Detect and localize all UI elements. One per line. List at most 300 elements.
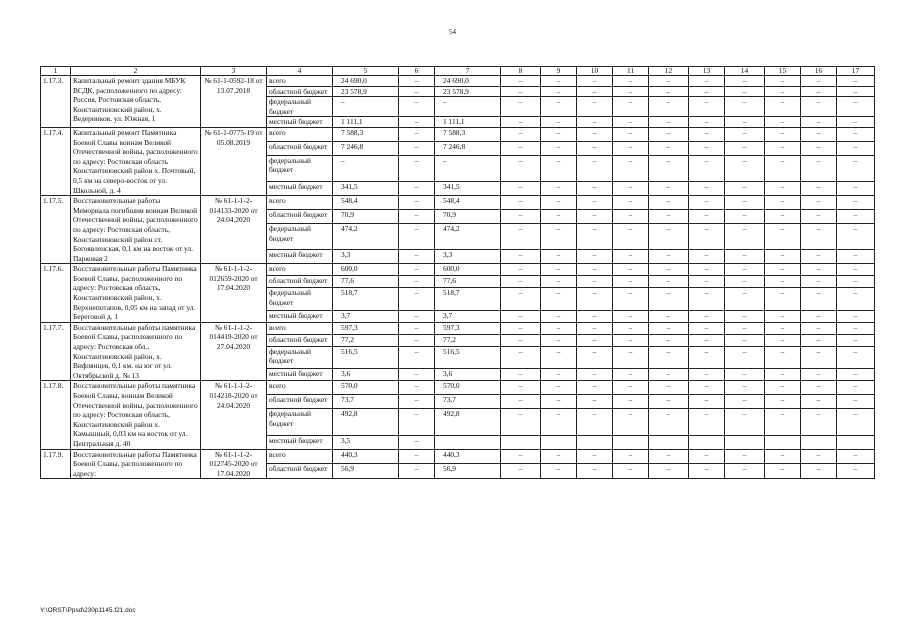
empty-cell: –	[801, 210, 837, 224]
funding-source: всего	[267, 76, 333, 87]
column-number: 8	[501, 67, 541, 76]
funding-source: местный бюджет	[267, 369, 333, 381]
empty-cell: –	[501, 117, 541, 128]
empty-cell: –	[613, 288, 649, 311]
column-number: 6	[399, 67, 435, 76]
funding-source: всего	[267, 196, 333, 210]
empty-cell: –	[837, 449, 875, 464]
empty-cell: –	[725, 449, 765, 464]
empty-cell: –	[541, 76, 577, 87]
empty-cell: –	[765, 409, 801, 435]
empty-cell: –	[577, 409, 613, 435]
empty-cell: –	[399, 86, 435, 97]
empty-cell: –	[765, 449, 801, 464]
object-name: Восстановительные работы Памятника Боевой Славы, расположенного по адресу: Ростовская область, Константиновский район, х. Верхнепотапов, 0,05 км на запад от ул. Береговой д. 1	[71, 264, 201, 323]
empty-cell: –	[765, 310, 801, 322]
empty-cell: –	[689, 196, 725, 210]
empty-cell: –	[837, 346, 875, 369]
total-amount: 516,5	[333, 346, 399, 369]
empty-cell: –	[837, 182, 875, 196]
empty-cell: –	[613, 276, 649, 288]
funding-source: областной бюджет	[267, 86, 333, 97]
empty-cell: –	[399, 127, 435, 141]
table-body	[41, 67, 875, 479]
empty-cell: –	[399, 76, 435, 87]
empty-cell: –	[613, 76, 649, 87]
empty-cell: –	[399, 250, 435, 264]
row-number: 1.17.6.	[41, 264, 71, 323]
expertise-document: № 61-1-1-2-014419-2020 от 27.04.2020	[201, 322, 267, 381]
column-number: 12	[649, 67, 689, 76]
empty-cell: –	[577, 182, 613, 196]
empty-cell: –	[501, 223, 541, 249]
empty-cell: –	[801, 117, 837, 128]
empty-cell: –	[689, 264, 725, 276]
column-number: 14	[725, 67, 765, 76]
empty-cell: –	[837, 76, 875, 87]
total-amount: 518,7	[333, 288, 399, 311]
empty-cell: –	[613, 322, 649, 334]
column-number: 5	[333, 67, 399, 76]
row-number: 1.17.9.	[41, 449, 71, 479]
empty-cell: –	[577, 97, 613, 117]
empty-cell: –	[541, 449, 577, 464]
empty-cell: –	[689, 381, 725, 395]
empty-cell: –	[399, 395, 435, 409]
total-amount: 492,8	[333, 409, 399, 435]
empty-cell: –	[837, 334, 875, 346]
empty-cell: –	[501, 322, 541, 334]
funding-source: областной бюджет	[267, 395, 333, 409]
empty-cell: –	[577, 76, 613, 87]
empty-cell: –	[765, 322, 801, 334]
empty-cell: –	[541, 223, 577, 249]
year-amount: 73,7	[435, 395, 501, 409]
empty-cell: –	[577, 381, 613, 395]
empty-cell: –	[725, 210, 765, 224]
column-number: 2	[71, 67, 201, 76]
empty-cell	[689, 435, 725, 449]
year-amount	[435, 435, 501, 449]
total-amount: 23 578,9	[333, 86, 399, 97]
empty-cell: –	[541, 395, 577, 409]
empty-cell: –	[689, 141, 725, 155]
year-amount: 7 588,3	[435, 127, 501, 141]
funding-source: всего	[267, 381, 333, 395]
empty-cell: –	[541, 369, 577, 381]
empty-cell: –	[399, 264, 435, 276]
empty-cell: –	[649, 250, 689, 264]
empty-cell: –	[501, 409, 541, 435]
column-number: 11	[613, 67, 649, 76]
empty-cell: –	[765, 117, 801, 128]
empty-cell: –	[837, 310, 875, 322]
empty-cell: –	[613, 381, 649, 395]
expertise-document: № 61-1-0775-19 от 05.08.2019	[201, 127, 267, 195]
expertise-document: № 61-1-0592-18 от 13.07.2018	[201, 76, 267, 128]
empty-cell: –	[765, 464, 801, 479]
expertise-document: № 61-1-1-2-014133-2020 от 24.04.2020	[201, 196, 267, 264]
empty-cell: –	[399, 334, 435, 346]
empty-cell: –	[649, 395, 689, 409]
empty-cell: –	[541, 141, 577, 155]
budget-table	[40, 66, 875, 479]
empty-cell: –	[765, 250, 801, 264]
empty-cell	[801, 435, 837, 449]
empty-cell	[725, 435, 765, 449]
empty-cell: –	[689, 322, 725, 334]
empty-cell: –	[689, 117, 725, 128]
year-amount: 70,9	[435, 210, 501, 224]
empty-cell: –	[837, 117, 875, 128]
empty-cell	[837, 435, 875, 449]
empty-cell: –	[765, 369, 801, 381]
empty-cell: –	[725, 264, 765, 276]
empty-cell: –	[577, 210, 613, 224]
empty-cell: –	[837, 409, 875, 435]
empty-cell: –	[725, 310, 765, 322]
empty-cell: –	[399, 276, 435, 288]
empty-cell: –	[801, 182, 837, 196]
column-number: 16	[801, 67, 837, 76]
empty-cell: –	[765, 276, 801, 288]
empty-cell: –	[541, 334, 577, 346]
empty-cell: –	[725, 409, 765, 435]
year-amount: 77,6	[435, 276, 501, 288]
empty-cell: –	[649, 97, 689, 117]
empty-cell: –	[837, 369, 875, 381]
funding-source: местный бюджет	[267, 250, 333, 264]
total-amount: 73,7	[333, 395, 399, 409]
empty-cell: –	[725, 395, 765, 409]
empty-cell: –	[399, 322, 435, 334]
expertise-document: № 61-1-1-2-012659-2020 от 17.04.2020	[201, 264, 267, 323]
funding-source: всего	[267, 322, 333, 334]
empty-cell: –	[837, 381, 875, 395]
empty-cell: –	[541, 250, 577, 264]
empty-cell: –	[801, 288, 837, 311]
column-number: 7	[435, 67, 501, 76]
funding-source: федеральный бюджет	[267, 223, 333, 249]
object-name: Восстановительные работы Мемориала погибшим воинам Великой Отечественной войны, расположенного по адресу: Ростовская область, Константиновский район ст. Богоявленская, 0,1 км на восток от ул. Парковая 2	[71, 196, 201, 264]
empty-cell: –	[837, 210, 875, 224]
empty-cell	[765, 435, 801, 449]
table-row	[41, 76, 875, 87]
year-amount: 518,7	[435, 288, 501, 311]
year-amount: 24 690,0	[435, 76, 501, 87]
empty-cell: –	[613, 86, 649, 97]
year-amount: 56,9	[435, 464, 501, 479]
empty-cell: –	[501, 288, 541, 311]
empty-cell: –	[399, 409, 435, 435]
empty-cell: –	[689, 210, 725, 224]
empty-cell: –	[613, 117, 649, 128]
row-number: 1.17.3.	[41, 76, 71, 128]
empty-cell: –	[725, 334, 765, 346]
empty-cell: –	[837, 155, 875, 181]
empty-cell: –	[765, 155, 801, 181]
empty-cell: –	[501, 210, 541, 224]
column-number: 13	[689, 67, 725, 76]
empty-cell: –	[801, 369, 837, 381]
empty-cell: –	[649, 182, 689, 196]
total-amount: 3,3	[333, 250, 399, 264]
empty-cell: –	[801, 322, 837, 334]
year-amount: –	[435, 155, 501, 181]
row-number: 1.17.7.	[41, 322, 71, 381]
empty-cell: –	[765, 334, 801, 346]
empty-cell: –	[399, 182, 435, 196]
funding-source: федеральный бюджет	[267, 288, 333, 311]
empty-cell: –	[801, 449, 837, 464]
empty-cell: –	[577, 250, 613, 264]
empty-cell: –	[399, 155, 435, 181]
empty-cell: –	[541, 346, 577, 369]
empty-cell: –	[801, 264, 837, 276]
empty-cell: –	[801, 196, 837, 210]
empty-cell: –	[399, 449, 435, 464]
empty-cell: –	[765, 97, 801, 117]
empty-cell: –	[725, 196, 765, 210]
empty-cell: –	[801, 76, 837, 87]
empty-cell: –	[801, 97, 837, 117]
empty-cell: –	[541, 409, 577, 435]
empty-cell: –	[689, 127, 725, 141]
empty-cell: –	[501, 369, 541, 381]
empty-cell: –	[501, 76, 541, 87]
empty-cell: –	[613, 127, 649, 141]
empty-cell: –	[765, 127, 801, 141]
empty-cell: –	[725, 182, 765, 196]
year-amount: 474,2	[435, 223, 501, 249]
empty-cell: –	[501, 346, 541, 369]
empty-cell: –	[689, 395, 725, 409]
empty-cell: –	[649, 322, 689, 334]
funding-source: областной бюджет	[267, 276, 333, 288]
total-amount: 597,3	[333, 322, 399, 334]
empty-cell: –	[577, 346, 613, 369]
empty-cell: –	[541, 264, 577, 276]
empty-cell: –	[541, 310, 577, 322]
empty-cell: –	[649, 196, 689, 210]
total-amount: 600,0	[333, 264, 399, 276]
empty-cell: –	[577, 449, 613, 464]
column-number: 4	[267, 67, 333, 76]
funding-source: федеральный бюджет	[267, 155, 333, 181]
year-amount: 570,0	[435, 381, 501, 395]
year-amount: 7 246,8	[435, 141, 501, 155]
table-row	[41, 322, 875, 334]
total-amount: 548,4	[333, 196, 399, 210]
empty-cell: –	[541, 86, 577, 97]
empty-cell: –	[501, 250, 541, 264]
empty-cell: –	[541, 381, 577, 395]
empty-cell	[577, 435, 613, 449]
table-row	[41, 381, 875, 395]
empty-cell: –	[837, 264, 875, 276]
empty-cell: –	[649, 76, 689, 87]
empty-cell: –	[501, 141, 541, 155]
total-amount: 3,5	[333, 435, 399, 449]
empty-cell: –	[577, 141, 613, 155]
empty-cell: –	[801, 334, 837, 346]
empty-cell	[541, 435, 577, 449]
empty-cell: –	[577, 223, 613, 249]
year-amount: –	[435, 97, 501, 117]
empty-cell: –	[577, 322, 613, 334]
funding-source: местный бюджет	[267, 435, 333, 449]
empty-cell: –	[649, 141, 689, 155]
empty-cell: –	[541, 288, 577, 311]
year-amount: 3,7	[435, 310, 501, 322]
empty-cell: –	[765, 182, 801, 196]
empty-cell: –	[765, 288, 801, 311]
empty-cell: –	[501, 196, 541, 210]
empty-cell: –	[725, 155, 765, 181]
empty-cell: –	[399, 196, 435, 210]
empty-cell: –	[399, 223, 435, 249]
empty-cell: –	[577, 369, 613, 381]
empty-cell: –	[577, 117, 613, 128]
empty-cell: –	[725, 276, 765, 288]
empty-cell: –	[649, 276, 689, 288]
empty-cell: –	[725, 288, 765, 311]
empty-cell: –	[725, 464, 765, 479]
empty-cell: –	[541, 196, 577, 210]
empty-cell: –	[837, 395, 875, 409]
empty-cell: –	[501, 395, 541, 409]
empty-cell: –	[837, 86, 875, 97]
empty-cell: –	[725, 381, 765, 395]
expertise-document: № 61-1-1-2-012745-2020 от 17.04.2020	[201, 449, 267, 479]
empty-cell: –	[501, 86, 541, 97]
empty-cell: –	[501, 334, 541, 346]
year-amount: 3,6	[435, 369, 501, 381]
funding-source: местный бюджет	[267, 117, 333, 128]
empty-cell: –	[399, 288, 435, 311]
empty-cell: –	[649, 223, 689, 249]
empty-cell: –	[613, 449, 649, 464]
year-amount: 492,8	[435, 409, 501, 435]
empty-cell: –	[613, 264, 649, 276]
table-row	[41, 264, 875, 276]
empty-cell: –	[801, 464, 837, 479]
row-number: 1.17.5.	[41, 196, 71, 264]
column-number: 9	[541, 67, 577, 76]
empty-cell: –	[765, 196, 801, 210]
empty-cell: –	[613, 210, 649, 224]
empty-cell: –	[577, 155, 613, 181]
year-amount: 548,4	[435, 196, 501, 210]
empty-cell: –	[613, 223, 649, 249]
row-number: 1.17.4.	[41, 127, 71, 195]
year-amount: 440,3	[435, 449, 501, 464]
empty-cell: –	[399, 97, 435, 117]
empty-cell: –	[649, 117, 689, 128]
empty-cell: –	[649, 127, 689, 141]
empty-cell: –	[837, 141, 875, 155]
empty-cell: –	[765, 210, 801, 224]
empty-cell: –	[649, 449, 689, 464]
total-amount: 341,5	[333, 182, 399, 196]
total-amount: 7 246,8	[333, 141, 399, 155]
empty-cell: –	[765, 223, 801, 249]
year-amount: 597,3	[435, 322, 501, 334]
empty-cell: –	[649, 210, 689, 224]
empty-cell: –	[649, 381, 689, 395]
empty-cell: –	[577, 276, 613, 288]
object-name: Капитальный ремонт Памятника Боевой Славы воинам Великой Отечественной войны, расположенного по адресу: Ростовская область Константиновский район х. Почтовый, 0,5 км на северо-восток от ул. Школьной, д. 4	[71, 127, 201, 195]
empty-cell: –	[541, 155, 577, 181]
empty-cell	[501, 435, 541, 449]
empty-cell: –	[577, 310, 613, 322]
empty-cell: –	[613, 155, 649, 181]
total-amount: 3,6	[333, 369, 399, 381]
column-number: 15	[765, 67, 801, 76]
empty-cell: –	[399, 117, 435, 128]
empty-cell: –	[689, 449, 725, 464]
empty-cell: –	[649, 409, 689, 435]
empty-cell: –	[689, 86, 725, 97]
empty-cell: –	[801, 141, 837, 155]
empty-cell: –	[801, 346, 837, 369]
empty-cell: –	[541, 464, 577, 479]
column-number: 1	[41, 67, 71, 76]
empty-cell: –	[725, 127, 765, 141]
empty-cell: –	[649, 264, 689, 276]
empty-cell: –	[501, 155, 541, 181]
object-name: Восстановительные работы памятника Боевой Славы, воинам Великой Отечественной войны, расположенного по адресу: Ростовская область, Константиновский район х. Камышный, 0,03 км на восток от ул. Центральная д. 40	[71, 381, 201, 449]
total-amount: 77,6	[333, 276, 399, 288]
total-amount: 56,9	[333, 464, 399, 479]
empty-cell: –	[399, 310, 435, 322]
year-amount: 341,5	[435, 182, 501, 196]
empty-cell: –	[801, 127, 837, 141]
empty-cell: –	[501, 97, 541, 117]
empty-cell: –	[765, 264, 801, 276]
year-amount: 1 111,1	[435, 117, 501, 128]
empty-cell: –	[725, 86, 765, 97]
row-number: 1.17.8.	[41, 381, 71, 449]
empty-cell: –	[399, 435, 435, 449]
table-row	[41, 449, 875, 464]
total-amount: 77,2	[333, 334, 399, 346]
empty-cell: –	[765, 86, 801, 97]
empty-cell: –	[837, 464, 875, 479]
object-name: Восстановительные работы Памятника Боевой Славы, расположенного по адресу:	[71, 449, 201, 479]
column-number: 10	[577, 67, 613, 76]
header-row	[41, 67, 875, 76]
empty-cell: –	[837, 322, 875, 334]
funding-source: областной бюджет	[267, 334, 333, 346]
empty-cell: –	[541, 182, 577, 196]
empty-cell: –	[689, 76, 725, 87]
funding-source: всего	[267, 449, 333, 464]
year-amount: 516,5	[435, 346, 501, 369]
empty-cell: –	[689, 310, 725, 322]
total-amount: –	[333, 155, 399, 181]
funding-source: местный бюджет	[267, 310, 333, 322]
empty-cell: –	[399, 141, 435, 155]
empty-cell: –	[613, 334, 649, 346]
empty-cell: –	[399, 381, 435, 395]
funding-source: всего	[267, 127, 333, 141]
empty-cell: –	[689, 369, 725, 381]
empty-cell: –	[801, 310, 837, 322]
empty-cell: –	[613, 409, 649, 435]
empty-cell: –	[725, 117, 765, 128]
empty-cell: –	[501, 276, 541, 288]
